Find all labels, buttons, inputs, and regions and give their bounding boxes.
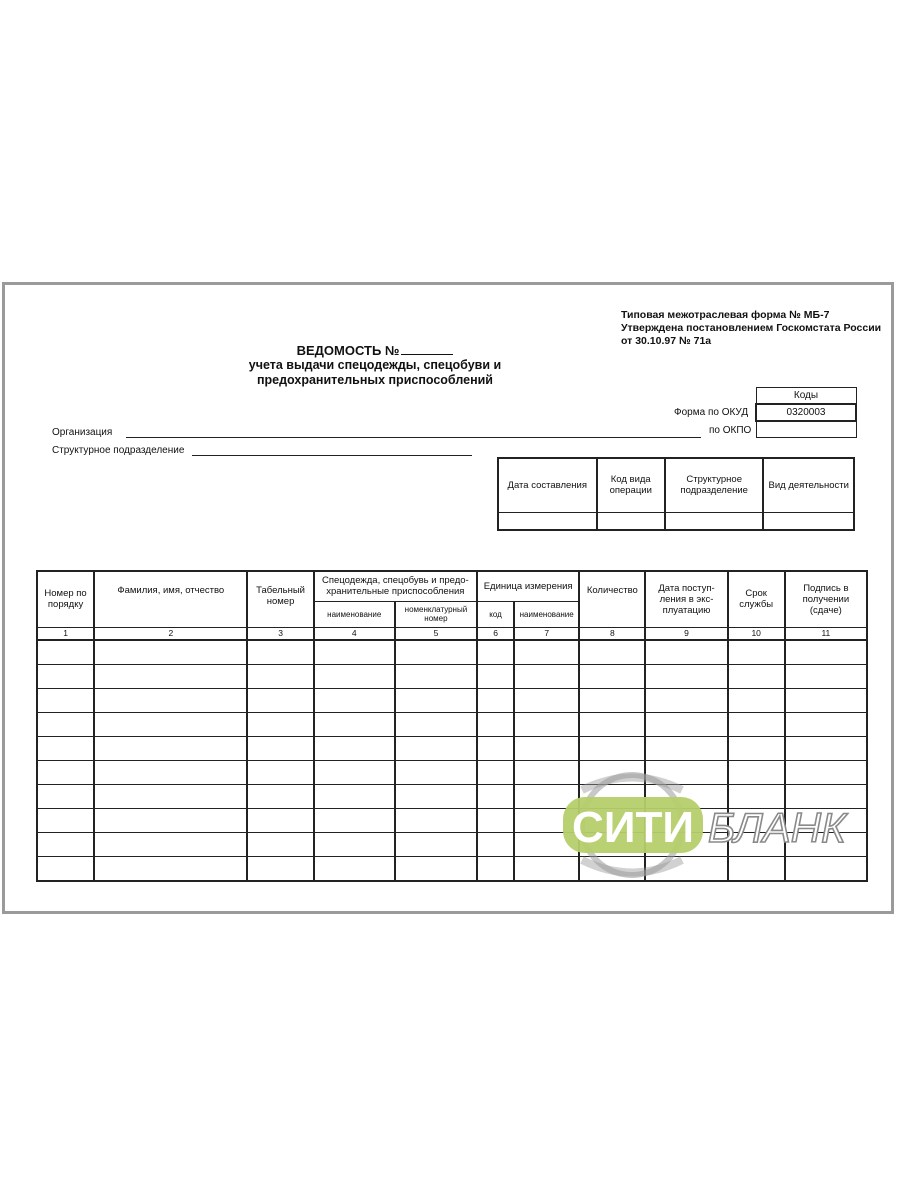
table-cell[interactable] xyxy=(94,760,247,784)
title-subtitle-2: предохранительных приспособлений xyxy=(256,373,493,387)
table-cell[interactable] xyxy=(314,784,395,808)
department-label: Структурное подразделение xyxy=(52,445,185,456)
meta-header-department: Структурное подразделение xyxy=(665,458,764,512)
table-cell[interactable] xyxy=(477,784,514,808)
table-cell[interactable] xyxy=(314,688,395,712)
table-cell[interactable] xyxy=(477,640,514,665)
table-cell[interactable] xyxy=(645,736,727,760)
table-row xyxy=(37,664,867,688)
table-cell[interactable] xyxy=(314,856,395,881)
meta-header-activity: Вид деятельности xyxy=(763,458,854,512)
table-cell[interactable] xyxy=(37,640,94,665)
table-cell[interactable] xyxy=(645,688,727,712)
table-cell[interactable] xyxy=(247,712,313,736)
table-cell[interactable] xyxy=(94,856,247,881)
table-row xyxy=(37,736,867,760)
table-cell[interactable] xyxy=(477,712,514,736)
form-approval-info xyxy=(621,309,881,348)
table-cell[interactable] xyxy=(94,736,247,760)
table-cell[interactable] xyxy=(247,640,313,665)
table-cell[interactable] xyxy=(247,856,313,881)
table-cell[interactable] xyxy=(514,688,579,712)
table-cell[interactable] xyxy=(477,856,514,881)
table-cell[interactable] xyxy=(579,664,645,688)
table-cell[interactable] xyxy=(94,712,247,736)
column-number: 11 xyxy=(785,627,867,640)
title-main: ВЕДОМОСТЬ № xyxy=(296,343,400,358)
table-cell[interactable] xyxy=(37,736,94,760)
header-quantity: Количество xyxy=(579,571,645,627)
codes-table xyxy=(755,387,857,438)
table-row xyxy=(37,640,867,665)
table-cell[interactable] xyxy=(247,784,313,808)
form-approval-line: Утверждена постановлением Госкомстата России xyxy=(621,322,882,334)
header-full-name: Фамилия, имя, отчество xyxy=(94,571,247,627)
header-signature: Подпись в получении (сдаче) xyxy=(785,571,867,627)
table-cell[interactable] xyxy=(314,808,395,832)
table-cell[interactable] xyxy=(395,832,477,856)
table-cell[interactable] xyxy=(514,712,579,736)
column-number: 6 xyxy=(477,627,514,640)
header-row-number: Номер по порядку xyxy=(37,571,94,627)
table-cell[interactable] xyxy=(314,760,395,784)
header-unit-code: код xyxy=(477,601,514,627)
table-cell[interactable] xyxy=(395,784,477,808)
table-cell[interactable] xyxy=(314,640,395,665)
table-cell[interactable] xyxy=(514,736,579,760)
table-cell[interactable] xyxy=(477,808,514,832)
watermark-word-2: БЛАНК xyxy=(708,804,846,851)
table-cell[interactable] xyxy=(37,856,94,881)
table-cell[interactable] xyxy=(314,832,395,856)
table-cell[interactable] xyxy=(94,688,247,712)
table-cell[interactable] xyxy=(785,640,867,665)
table-cell[interactable] xyxy=(785,688,867,712)
column-number: 3 xyxy=(247,627,313,640)
table-cell[interactable] xyxy=(728,712,785,736)
table-cell[interactable] xyxy=(477,736,514,760)
column-number: 2 xyxy=(94,627,247,640)
column-number: 4 xyxy=(314,627,395,640)
watermark-word-1: СИТИ xyxy=(572,803,694,852)
table-cell[interactable] xyxy=(247,760,313,784)
table-cell[interactable] xyxy=(37,784,94,808)
column-number: 10 xyxy=(728,627,785,640)
column-number: 9 xyxy=(645,627,727,640)
table-cell[interactable] xyxy=(94,808,247,832)
table-cell[interactable] xyxy=(579,736,645,760)
table-cell[interactable] xyxy=(579,688,645,712)
column-number: 8 xyxy=(579,627,645,640)
table-cell[interactable] xyxy=(37,664,94,688)
okpo-value[interactable] xyxy=(756,421,856,438)
header-personnel-number: Табельный номер xyxy=(247,571,313,627)
table-cell[interactable] xyxy=(395,664,477,688)
header-service-life: Срок службы xyxy=(728,571,785,627)
table-cell[interactable] xyxy=(785,664,867,688)
citiblank-watermark xyxy=(560,760,880,890)
table-cell[interactable] xyxy=(579,712,645,736)
table-cell[interactable] xyxy=(728,736,785,760)
header-item-name: наименование xyxy=(314,601,395,627)
table-cell[interactable] xyxy=(37,760,94,784)
table-cell[interactable] xyxy=(645,664,727,688)
header-commission-date: Дата поступ- ления в экс- плуатацию xyxy=(645,571,727,627)
table-cell[interactable] xyxy=(728,640,785,665)
table-cell[interactable] xyxy=(94,784,247,808)
table-cell[interactable] xyxy=(645,640,727,665)
table-cell[interactable] xyxy=(477,760,514,784)
table-cell[interactable] xyxy=(728,688,785,712)
table-cell[interactable] xyxy=(395,712,477,736)
meta-header-date: Дата составления xyxy=(498,458,597,512)
table-cell[interactable] xyxy=(728,664,785,688)
okud-value[interactable]: 0320003 xyxy=(756,404,856,421)
table-cell[interactable] xyxy=(247,688,313,712)
document-meta-table xyxy=(497,457,855,531)
okpo-label: по ОКПО xyxy=(709,425,752,436)
title-subtitle-1: учета выдачи спецодежды, спецобуви и xyxy=(248,358,502,372)
column-number: 5 xyxy=(395,627,477,640)
table-row xyxy=(37,688,867,712)
table-cell[interactable] xyxy=(314,712,395,736)
column-number: 7 xyxy=(514,627,579,640)
okud-label: Форма по ОКУД xyxy=(674,407,749,418)
table-cell[interactable] xyxy=(395,736,477,760)
organization-field[interactable] xyxy=(126,437,701,438)
table-cell[interactable] xyxy=(247,808,313,832)
table-cell[interactable] xyxy=(247,736,313,760)
meta-header-operation-code: Код вида операции xyxy=(597,458,665,512)
table-cell[interactable] xyxy=(785,736,867,760)
column-numbers-row xyxy=(37,627,867,640)
header-nomenclature-number: номенклатурный номер xyxy=(395,601,477,627)
table-cell[interactable] xyxy=(247,832,313,856)
header-clothing-group: Спецодежда, спецобувь и предо- хранительные приспособления xyxy=(314,571,477,601)
table-cell[interactable] xyxy=(247,664,313,688)
table-cell[interactable] xyxy=(579,640,645,665)
meta-date-cell[interactable] xyxy=(498,512,597,530)
document-title xyxy=(215,343,535,388)
table-cell[interactable] xyxy=(785,712,867,736)
table-cell[interactable] xyxy=(395,760,477,784)
table-cell[interactable] xyxy=(395,688,477,712)
table-cell[interactable] xyxy=(314,736,395,760)
table-cell[interactable] xyxy=(37,808,94,832)
table-cell[interactable] xyxy=(37,712,94,736)
table-cell[interactable] xyxy=(395,640,477,665)
title-number-field[interactable] xyxy=(401,343,453,355)
meta-activity-cell[interactable] xyxy=(763,512,854,530)
table-cell[interactable] xyxy=(477,688,514,712)
table-cell[interactable] xyxy=(395,856,477,881)
table-cell[interactable] xyxy=(314,664,395,688)
column-number: 1 xyxy=(37,627,94,640)
organization-label: Организация xyxy=(52,427,113,438)
table-cell[interactable] xyxy=(37,688,94,712)
table-cell[interactable] xyxy=(477,664,514,688)
table-cell[interactable] xyxy=(645,712,727,736)
form-sheet xyxy=(2,282,894,914)
form-type-line: Типовая межотраслевая форма № МБ-7 xyxy=(621,309,830,321)
table-cell[interactable] xyxy=(477,832,514,856)
table-row xyxy=(37,712,867,736)
meta-department-cell[interactable] xyxy=(665,512,764,530)
table-cell[interactable] xyxy=(37,832,94,856)
form-date-line: от 30.10.97 № 71а xyxy=(621,335,712,347)
codes-header: Коды xyxy=(756,388,856,405)
meta-operation-code-cell[interactable] xyxy=(597,512,665,530)
table-cell[interactable] xyxy=(94,832,247,856)
table-cell[interactable] xyxy=(94,640,247,665)
department-field[interactable] xyxy=(192,455,472,456)
table-cell[interactable] xyxy=(514,664,579,688)
table-cell[interactable] xyxy=(94,664,247,688)
table-cell[interactable] xyxy=(514,640,579,665)
table-cell[interactable] xyxy=(395,808,477,832)
header-unit-name: наименование xyxy=(514,601,579,627)
header-unit-group: Единица измерения xyxy=(477,571,579,601)
